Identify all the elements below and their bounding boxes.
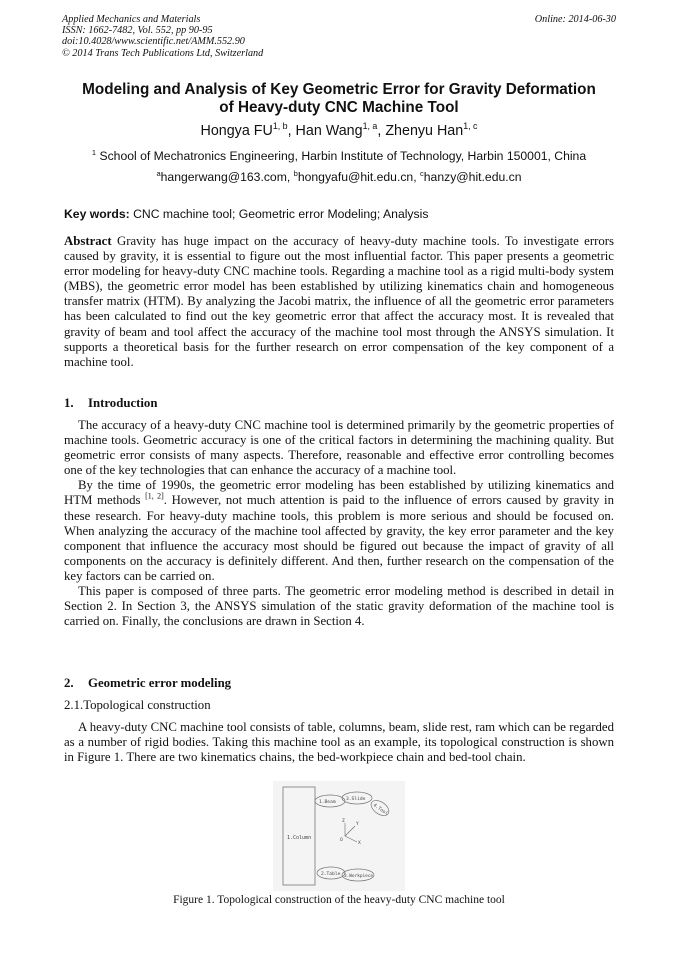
paragraph: By the time of 1990s, the geometric error modeling has been established by utilizing kinematics and HTM methods [1, 2]. However, not much attention is paid to the influence of errors caused by gravity in these research. For heavy-duty machine tools, this problem is more serious and should be focused on. When analyzing the accuracy of the machine tool affected by gravity, the key error parameter and the key component that influence the accuracy most should be figured out because the impact of gravity of all components on the accuracy is definitely different. And then, further research on the compensation of the key factors can be carried on. — [64, 478, 615, 583]
citation[interactable]: [1, 2] — [145, 492, 164, 502]
affiliation — [40, 149, 638, 163]
section-body — [64, 418, 614, 629]
axis-z-label: Z — [342, 819, 345, 824]
title-line-1: Modeling and Analysis of Key Geometric Error for Gravity Deformation — [82, 81, 596, 98]
keywords — [64, 207, 428, 221]
paragraph: A heavy-duty CNC machine tool consists of table, columns, beam, slide rest, ram which can be regarded as a number of rigid bodies. Taking this machine tool as an example, its topological construction is shown in Figure 1. There are two kinematics chains, the bed-workpiece chain and bed-tool chain. — [64, 720, 614, 765]
author-affil-sup: 1, c — [463, 121, 478, 132]
paragraph: The accuracy of a heavy-duty CNC machine tool is determined primarily by the geometric properties of machine tools. Geometric accuracy is one of the critical factors in determining the machining quality. But geometric error consists of many aspects. Therefore, reasonable and effective error controlling becomes one of the key technologies that can enhance the accuracy of a machine tool. — [64, 418, 614, 478]
paragraph: This paper is composed of three parts. The geometric error modeling method is described in detail in Section 2. In Section 3, the ANSYS simulation of the static gravity deformation of the machine tool is carried on. Finally, the conclusions are drawn in Section 4. — [64, 584, 614, 629]
email-sup: c — [420, 168, 424, 178]
beam-label: 1.Beam — [319, 800, 336, 805]
keywords-text: CNC machine tool; Geometric error Modeling; Analysis — [133, 207, 429, 221]
abstract-text: Gravity has huge impact on the accuracy of heavy-duty machine tools. To investigate errors caused by gravity, it is essential to figure out the most influential factor. This paper presents a geometric error modeling for heavy-duty CNC machine tools. Regarding a machine tool as a rigid multi-body system (MBS), the geometric error model has been established by utilizing kinematics chain and homogeneous transfer matrix (HTM). By analyzing the Jacobi matrix, the influence of all the geometric error parameters has been calculated to find out the key geometric error that affect the accuracy most. It is revealed that gravity of beam and tool affect the accuracy of the machine tool most through the ANSYS simulation. It supports a theoretical basis for the further research on error compensation of the key component of a machine tool. — [64, 234, 615, 369]
abstract — [64, 234, 614, 370]
workpiece-label: 3.Workpiece — [344, 874, 374, 879]
figure-1 — [273, 781, 405, 891]
paper-title — [40, 81, 638, 117]
table-label: 2.Table — [321, 872, 341, 877]
slide-label: 3.Slide — [346, 797, 366, 802]
affiliation-sup: 1 — [91, 147, 97, 157]
author-name: Han Wang — [295, 123, 363, 139]
issn-line: ISSN: 1662-7482, Vol. 552, pp 90-95 — [62, 25, 213, 37]
topology-diagram — [273, 781, 405, 891]
author-affil-sup: 1, a — [362, 121, 378, 132]
axis-x-label: X — [358, 841, 361, 846]
keywords-label: Key words: — [64, 207, 130, 221]
subsection-heading: 2.1.Topological construction — [64, 698, 211, 712]
section-number: 2. — [64, 676, 74, 690]
copyright-line: © 2014 Trans Tech Publications Ltd, Switzerland — [62, 47, 264, 59]
author-name: Hongya FU — [200, 123, 273, 139]
email-list: $^a$hangerwang@163.com, $^b$hongyafu@hit.edu.cn, $^c$hanzy@hit.edu.cn — [156, 168, 522, 184]
section-body — [64, 720, 614, 765]
email-address[interactable]: hongyafu@hit.edu.cn — [297, 170, 414, 184]
axis-y-label: Y — [356, 822, 359, 827]
section-number: 1. — [64, 396, 74, 410]
email-sup: b — [293, 168, 298, 178]
title-line-2: of Heavy-duty CNC Machine Tool — [219, 99, 459, 116]
section-title: Geometric error modeling — [88, 676, 232, 690]
tool-label: 4.Tool — [371, 803, 389, 817]
journal-name: Applied Mechanics and Materials — [62, 14, 201, 25]
journal-header — [62, 14, 263, 59]
author-name: Zhenyu Han — [385, 123, 464, 139]
author-list: Hongya FU$^{1, b}$, Han Wang$^{1, a}$, Zhenyu Han$^{1, c}$ — [200, 121, 478, 139]
affiliation-text: School of Mechatronics Engineering, Harbin Institute of Technology, Harbin 150001, China — [99, 149, 587, 163]
column-label: 1.Column — [287, 835, 312, 841]
section-title: Introduction — [88, 396, 158, 410]
email-address[interactable]: hanzy@hit.edu.cn — [423, 170, 522, 184]
abstract-label: Abstract — [64, 234, 112, 248]
section-heading — [64, 396, 157, 411]
figure-caption: Figure 1. Topological construction of the heavy-duty CNC machine tool — [173, 894, 505, 906]
origin-label: O — [340, 838, 343, 843]
email-sup: a — [156, 168, 161, 178]
doi-line: doi:10.4028/www.scientific.net/AMM.552.90 — [62, 36, 245, 48]
author-affil-sup: 1, b — [272, 121, 288, 132]
online-date: Online: 2014-06-30 — [534, 14, 616, 25]
email-address[interactable]: hangerwang@163.com — [160, 170, 287, 184]
section-heading — [64, 676, 231, 691]
